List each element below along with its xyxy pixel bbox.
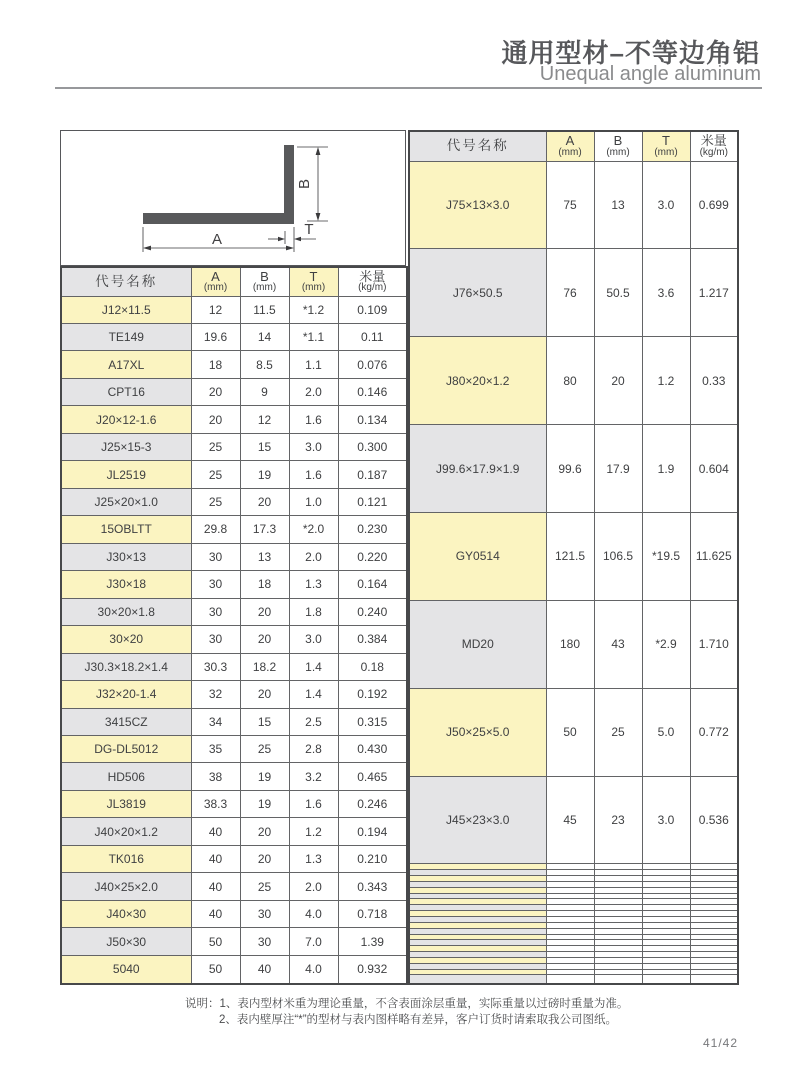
table-row: [61, 543, 407, 570]
profile-code-cell: JL2519: [61, 461, 191, 488]
value-cell: 23: [594, 776, 642, 864]
value-cell: 34: [191, 708, 240, 735]
value-cell: 20: [191, 406, 240, 433]
table-row: [409, 600, 738, 688]
table-row: [409, 161, 738, 249]
profile-code-cell: J30×13: [61, 543, 191, 570]
value-cell: 0.33: [690, 337, 738, 425]
table-row: [61, 790, 407, 817]
right-table-body: [409, 161, 738, 984]
value-cell: 4.0: [289, 955, 338, 984]
table-row: [61, 763, 407, 790]
table-row: [409, 776, 738, 864]
column-header-b: B (mm): [240, 267, 289, 296]
profile-diagram: [60, 130, 406, 266]
value-cell: 0.11: [338, 323, 407, 350]
value-cell: 2.0: [289, 873, 338, 900]
profile-code-cell: J50×25×5.0: [409, 688, 546, 776]
value-cell: 35: [191, 736, 240, 763]
value-cell: 9: [240, 378, 289, 405]
value-cell: 0.194: [338, 818, 407, 845]
value-cell: 13: [594, 161, 642, 249]
header-row: [409, 131, 738, 161]
value-cell: 3.2: [289, 763, 338, 790]
right-table-header: [409, 131, 738, 161]
value-cell: 19: [240, 763, 289, 790]
profile-code-cell: J30.3×18.2×1.4: [61, 653, 191, 680]
value-cell: 3.0: [289, 433, 338, 460]
value-cell: 1.8: [289, 598, 338, 625]
table-row: [61, 516, 407, 543]
value-cell: 75: [546, 161, 594, 249]
value-cell: 1.6: [289, 461, 338, 488]
value-cell: 50: [546, 688, 594, 776]
value-cell: 0.146: [338, 378, 407, 405]
page-number: 41/42: [702, 1036, 738, 1050]
value-cell: 30.3: [191, 653, 240, 680]
value-cell: 0.164: [338, 571, 407, 598]
profile-code-cell: J25×20×1.0: [61, 488, 191, 515]
profile-vertical-leg: [284, 145, 294, 224]
table-row: [61, 461, 407, 488]
value-cell: 43: [594, 600, 642, 688]
profile-code-cell: MD20: [409, 600, 546, 688]
table-row: [61, 928, 407, 955]
value-cell: 8.5: [240, 351, 289, 378]
value-cell: 30: [191, 571, 240, 598]
profile-code-cell: J25×15-3: [61, 433, 191, 460]
table-row: [61, 598, 407, 625]
header-row: [61, 267, 407, 296]
table-row: [61, 351, 407, 378]
value-cell: *2.0: [289, 516, 338, 543]
profile-code-cell: J32×20-1.4: [61, 681, 191, 708]
profile-code-cell: J40×25×2.0: [61, 873, 191, 900]
value-cell: 11.625: [690, 512, 738, 600]
value-cell: 1.1: [289, 351, 338, 378]
value-cell: 0.604: [690, 425, 738, 513]
table-row: [61, 708, 407, 735]
value-cell: 40: [191, 873, 240, 900]
profile-code-cell: J12×11.5: [61, 296, 191, 323]
value-cell: 2.0: [289, 378, 338, 405]
value-cell: 1.6: [289, 406, 338, 433]
value-cell: 18: [240, 571, 289, 598]
right-profile-table: [408, 130, 739, 985]
value-cell: 20: [240, 598, 289, 625]
value-cell: 1.0: [289, 488, 338, 515]
table-row: [61, 433, 407, 460]
profile-code-cell: 30×20×1.8: [61, 598, 191, 625]
value-cell: 7.0: [289, 928, 338, 955]
column-header-code: 代号名称: [409, 131, 546, 161]
column-header-b: B (mm): [594, 131, 642, 161]
value-cell: 17.3: [240, 516, 289, 543]
table-row: [61, 406, 407, 433]
profile-code-cell: J50×30: [61, 928, 191, 955]
value-cell: 121.5: [546, 512, 594, 600]
value-cell: 0.699: [690, 161, 738, 249]
value-cell: 1.4: [289, 681, 338, 708]
value-cell: 38: [191, 763, 240, 790]
value-cell: 0.220: [338, 543, 407, 570]
value-cell: 1.3: [289, 845, 338, 872]
profile-code-cell: J30×18: [61, 571, 191, 598]
column-header-code: 代号名称: [61, 267, 191, 296]
value-cell: 30: [191, 598, 240, 625]
table-row: [409, 975, 738, 984]
table-row: [409, 337, 738, 425]
table-row: [61, 296, 407, 323]
footnote-line-2: 2、表内壁厚注“*”的型材与表内图样略有差异，客户订货时请索取我公司图纸。: [219, 1013, 618, 1026]
table-row: [409, 425, 738, 513]
value-cell: 40: [191, 900, 240, 927]
left-column: [60, 130, 406, 985]
header-divider: [55, 87, 762, 89]
value-cell: 15: [240, 708, 289, 735]
value-cell: 25: [191, 461, 240, 488]
right-column: [408, 130, 737, 985]
value-cell: 50.5: [594, 249, 642, 337]
value-cell: 4.0: [289, 900, 338, 927]
value-cell: 12: [240, 406, 289, 433]
column-header-t: T (mm): [642, 131, 690, 161]
value-cell: 11.5: [240, 296, 289, 323]
value-cell: 20: [594, 337, 642, 425]
value-cell: [690, 975, 738, 984]
table-row: [61, 488, 407, 515]
value-cell: 18.2: [240, 653, 289, 680]
profile-code-cell: J20×12-1.6: [61, 406, 191, 433]
value-cell: 20: [191, 378, 240, 405]
value-cell: *19.5: [642, 512, 690, 600]
value-cell: 1.710: [690, 600, 738, 688]
value-cell: 76: [546, 249, 594, 337]
value-cell: 20: [240, 818, 289, 845]
profile-code-cell: 30×20: [61, 626, 191, 653]
value-cell: 1.2: [289, 818, 338, 845]
value-cell: 25: [240, 736, 289, 763]
value-cell: 0.187: [338, 461, 407, 488]
profile-code-cell: TK016: [61, 845, 191, 872]
value-cell: 0.772: [690, 688, 738, 776]
value-cell: 0.315: [338, 708, 407, 735]
profile-code-cell: J76×50.5: [409, 249, 546, 337]
value-cell: 15: [240, 433, 289, 460]
value-cell: 20: [240, 845, 289, 872]
value-cell: *1.1: [289, 323, 338, 350]
profile-code-cell: J40×20×1.2: [61, 818, 191, 845]
footnotes: [185, 997, 628, 1028]
value-cell: 0.076: [338, 351, 407, 378]
profile-code-cell: [409, 975, 546, 984]
value-cell: 180: [546, 600, 594, 688]
profile-code-cell: 5040: [61, 955, 191, 984]
value-cell: 19: [240, 790, 289, 817]
value-cell: 106.5: [594, 512, 642, 600]
table-row: [61, 681, 407, 708]
left-profile-table: [60, 266, 408, 985]
profile-code-cell: J75×13×3.0: [409, 161, 546, 249]
value-cell: 0.384: [338, 626, 407, 653]
value-cell: 1.217: [690, 249, 738, 337]
table-row: [61, 845, 407, 872]
value-cell: 2.0: [289, 543, 338, 570]
profile-code-cell: J80×20×1.2: [409, 337, 546, 425]
value-cell: 0.210: [338, 845, 407, 872]
table-row: [61, 955, 407, 984]
value-cell: 19.6: [191, 323, 240, 350]
value-cell: 25: [594, 688, 642, 776]
value-cell: 40: [240, 955, 289, 984]
value-cell: 0.240: [338, 598, 407, 625]
table-row: [61, 571, 407, 598]
value-cell: 2.8: [289, 736, 338, 763]
table-row: [409, 249, 738, 337]
value-cell: 20: [240, 626, 289, 653]
value-cell: 0.109: [338, 296, 407, 323]
table-row: [61, 626, 407, 653]
angle-profile-drawing: [61, 131, 405, 265]
value-cell: 19: [240, 461, 289, 488]
value-cell: 1.2: [642, 337, 690, 425]
profile-code-cell: CPT16: [61, 378, 191, 405]
value-cell: *1.2: [289, 296, 338, 323]
value-cell: 0.230: [338, 516, 407, 543]
value-cell: 30: [240, 928, 289, 955]
table-row: [61, 873, 407, 900]
value-cell: 40: [191, 845, 240, 872]
value-cell: 3.6: [642, 249, 690, 337]
value-cell: 30: [191, 626, 240, 653]
value-cell: 13: [240, 543, 289, 570]
value-cell: 0.430: [338, 736, 407, 763]
column-header-a: A (mm): [546, 131, 594, 161]
value-cell: 3.0: [642, 776, 690, 864]
value-cell: 29.8: [191, 516, 240, 543]
left-table-header: [61, 267, 407, 296]
dimension-label-a: A: [211, 231, 223, 248]
value-cell: 0.134: [338, 406, 407, 433]
value-cell: 50: [191, 928, 240, 955]
value-cell: 25: [191, 433, 240, 460]
table-row: [61, 736, 407, 763]
value-cell: 20: [240, 681, 289, 708]
value-cell: 18: [191, 351, 240, 378]
footnote-line-1: 说明：1、表内型材米重为理论重量，不含表面涂层重量，实际重量以过磅时重量为准。: [185, 998, 629, 1010]
column-header-weight: 米量 (kg/m): [690, 131, 738, 161]
table-row: [409, 688, 738, 776]
value-cell: 2.5: [289, 708, 338, 735]
left-table-body: [61, 296, 407, 984]
value-cell: 1.6: [289, 790, 338, 817]
value-cell: 25: [191, 488, 240, 515]
profile-horizontal-leg: [143, 213, 294, 224]
profile-code-cell: DG-DL5012: [61, 736, 191, 763]
dimension-label-b: B: [296, 178, 313, 190]
value-cell: 1.3: [289, 571, 338, 598]
value-cell: 0.718: [338, 900, 407, 927]
value-cell: 25: [240, 873, 289, 900]
value-cell: 1.4: [289, 653, 338, 680]
table-row: [61, 653, 407, 680]
column-header-t: T (mm): [289, 267, 338, 296]
value-cell: 0.536: [690, 776, 738, 864]
tables-area: [60, 130, 737, 985]
value-cell: 38.3: [191, 790, 240, 817]
value-cell: 40: [191, 818, 240, 845]
value-cell: 0.192: [338, 681, 407, 708]
profile-code-cell: HD506: [61, 763, 191, 790]
value-cell: [546, 975, 594, 984]
value-cell: 99.6: [546, 425, 594, 513]
value-cell: 50: [191, 955, 240, 984]
table-row: [61, 378, 407, 405]
table-row: [61, 900, 407, 927]
value-cell: 17.9: [594, 425, 642, 513]
value-cell: 32: [191, 681, 240, 708]
value-cell: 0.932: [338, 955, 407, 984]
value-cell: 20: [240, 488, 289, 515]
profile-code-cell: J99.6×17.9×1.9: [409, 425, 546, 513]
value-cell: 14: [240, 323, 289, 350]
value-cell: 0.246: [338, 790, 407, 817]
profile-code-cell: GY0514: [409, 512, 546, 600]
dimension-label-t: T: [304, 221, 314, 238]
value-cell: [594, 975, 642, 984]
value-cell: 30: [191, 543, 240, 570]
value-cell: 0.121: [338, 488, 407, 515]
value-cell: 3.0: [289, 626, 338, 653]
value-cell: 30: [240, 900, 289, 927]
value-cell: 0.300: [338, 433, 407, 460]
value-cell: [642, 975, 690, 984]
value-cell: *2.9: [642, 600, 690, 688]
profile-code-cell: J45×23×3.0: [409, 776, 546, 864]
value-cell: 1.9: [642, 425, 690, 513]
page-title-english: Unequal angle aluminum: [539, 63, 761, 85]
value-cell: 45: [546, 776, 594, 864]
value-cell: 5.0: [642, 688, 690, 776]
profile-code-cell: 15OBLTT: [61, 516, 191, 543]
table-row: [409, 512, 738, 600]
column-header-weight: 米量 (kg/m): [338, 267, 407, 296]
profile-code-cell: 3415CZ: [61, 708, 191, 735]
profile-code-cell: J40×30: [61, 900, 191, 927]
column-header-a: A (mm): [191, 267, 240, 296]
profile-code-cell: A17XL: [61, 351, 191, 378]
table-row: [61, 323, 407, 350]
value-cell: 1.39: [338, 928, 407, 955]
value-cell: 12: [191, 296, 240, 323]
profile-code-cell: TE149: [61, 323, 191, 350]
value-cell: 3.0: [642, 161, 690, 249]
value-cell: 0.465: [338, 763, 407, 790]
value-cell: 0.18: [338, 653, 407, 680]
table-row: [61, 818, 407, 845]
value-cell: 0.343: [338, 873, 407, 900]
page-title-chinese: 通用型材–不等边角铝: [501, 38, 760, 68]
value-cell: 80: [546, 337, 594, 425]
profile-code-cell: JL3819: [61, 790, 191, 817]
